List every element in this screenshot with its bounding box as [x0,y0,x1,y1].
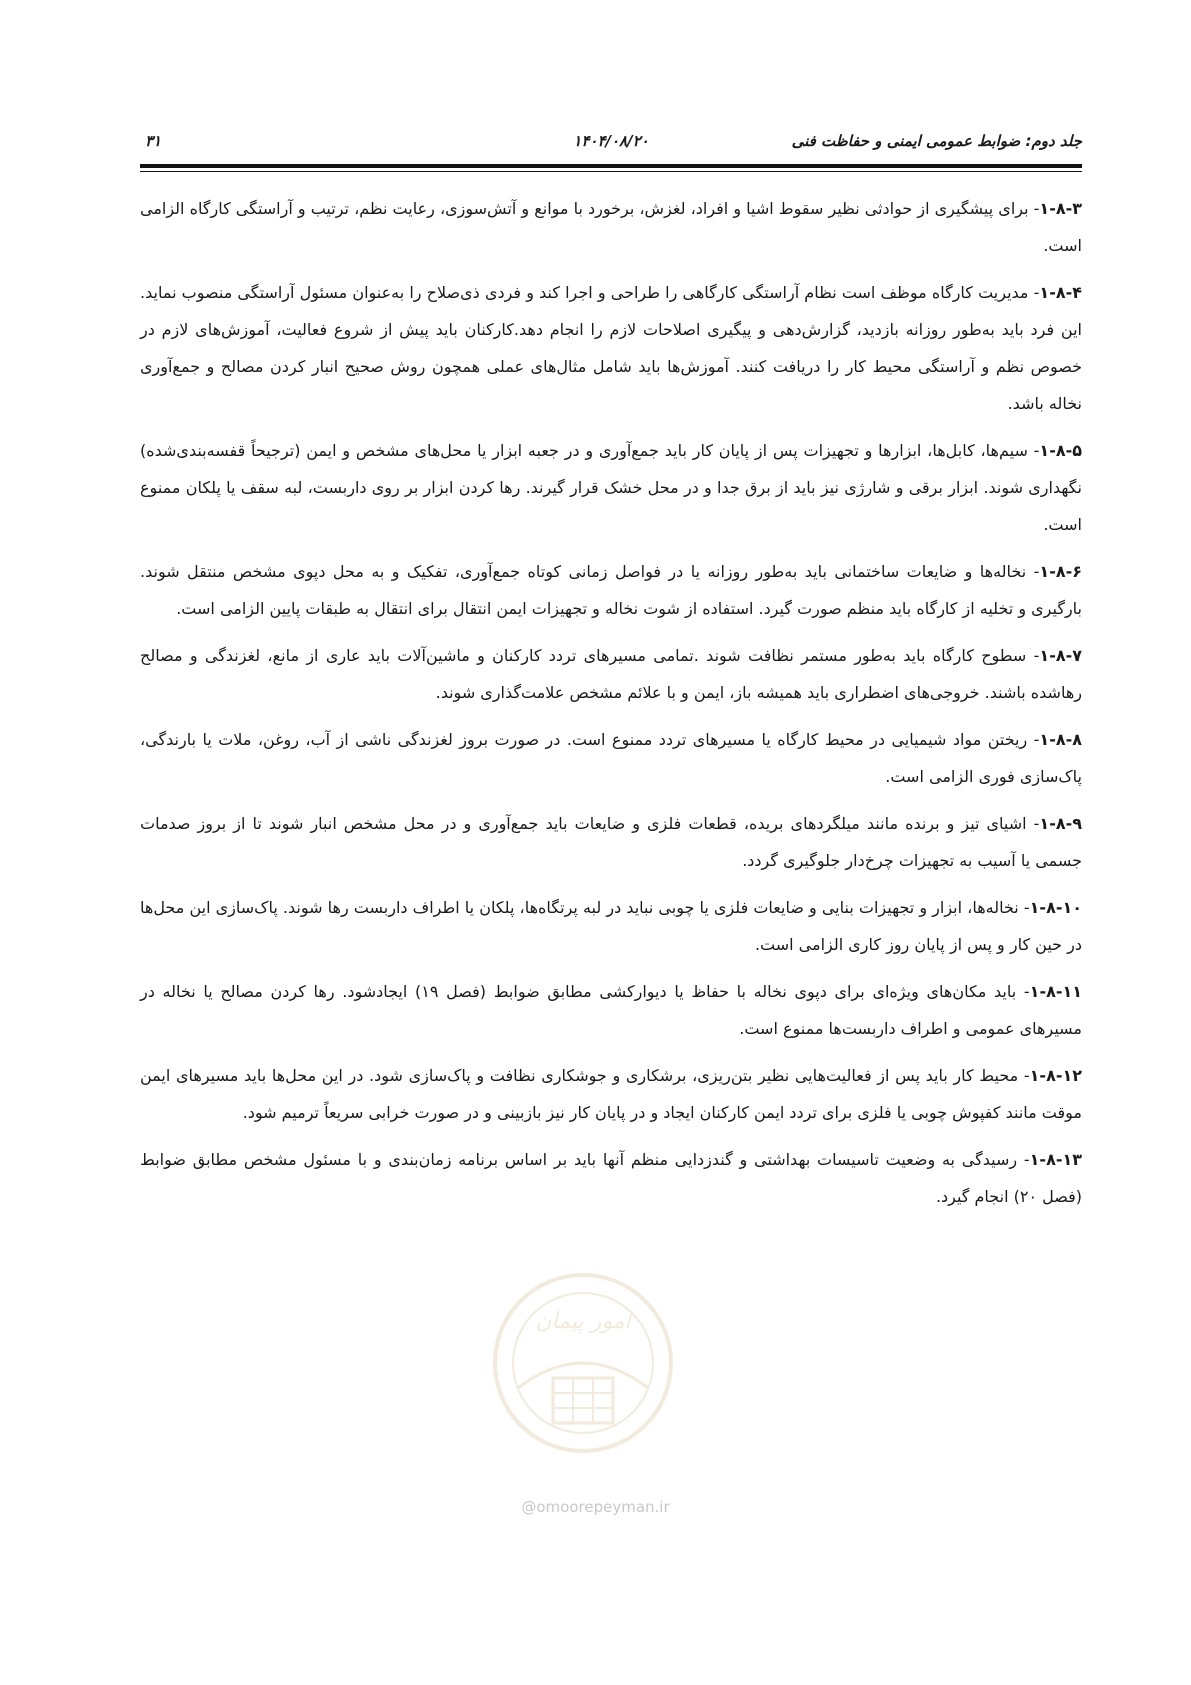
clause-text: - سطوح کارگاه باید به‌طور مستمر نظافت شوند .تمامی مسیرهای تردد کارکنان و ماشین‌آلات باید عاری از مانع، لغزندگی و مصالح رهاشده باشند. خروجی‌های اضطراری باید همیشه باز، ایمن و با علائم مشخص علامت‌گذاری شوند. [140,646,1082,702]
clause-text: - ریختن مواد شیمیایی در محیط کارگاه یا مسیرهای تردد ممنوع است. در صورت بروز لغزندگی ناشی از آب، روغن، ملات یا بارندگی، پاک‌سازی فوری الزامی است. [140,730,1082,786]
clause-text: - برای پیشگیری از حوادثی نظیر سقوط اشیا و افراد، لغزش، برخورد با موانع و آتش‌سوزی، رعایت نظم، ترتیب و آراستگی کارگاه الزامی است. [140,199,1082,255]
clause-1-8-6 [140,553,1082,627]
clause-1-8-9 [140,805,1082,879]
clause-text: - سیم‌ها، کابل‌ها، ابزارها و تجهیزات پس از پایان کار باید جمع‌آوری و در جعبه ابزار یا محل‌های مشخص و ایمن (ترجیحاً قفسه‌بندی‌شده) نگهداری شوند. ابزار برقی و شارژی نیز باید از برق جدا و در محل خشک قرار گیرند. رها کردن ابزار بر روی داربست، لبه سقف یا پلکان ممنوع است. [140,441,1082,534]
clause-text: - مدیریت کارگاه موظف است نظام آراستگی کارگاهی را طراحی و اجرا کند و فردی ذی‌صلاح را به‌عنوان مسئول آراستگی منصوب نماید. این فرد باید به‌طور روزانه بازدید، گزارش‌دهی و پیگیری اصلاحات لازم را انجام دهد.کارکنان باید پیش از شروع فعالیت، آموزش‌های لازم در خصوص نظم و آراستگی محیط کار را دریافت کنند. آموزش‌ها باید شامل مثال‌های عملی همچون روش صحیح انبار کردن مصالح و جمع‌آوری نخاله باشد. [140,283,1082,413]
clause-text: - اشیای تیز و برنده مانند میلگردهای بریده، قطعات فلزی و ضایعات باید جمع‌آوری و در محل مشخص انبار شوند تا از بروز صدمات جسمی یا آسیب به تجهیزات چرخ‌دار جلوگیری گردد. [140,814,1082,870]
clause-number: ۱-۸-۷ [1039,646,1082,665]
clause-1-8-13 [140,1141,1082,1215]
clause-number: ۱-۸-۸ [1039,730,1082,749]
clause-number: ۱-۸-۴ [1039,283,1082,302]
watermark-url: @omoorepeyman.ir [521,1498,670,1516]
clause-text: - نخاله‌ها، ابزار و تجهیزات بنایی و ضایعات فلزی یا چوبی نباید در لبه پرتگاه‌ها، پلکان یا اطراف داربست رها شوند. پاک‌سازی این محل‌ها در حین کار و پس از پایان روز کاری الزامی است. [140,898,1082,954]
header-rule-thick [140,164,1082,168]
clause-number: ۱-۸-۱۰ [1029,898,1082,917]
clause-text: - باید مکان‌های ویژه‌ای برای دپوی نخاله با حفاظ یا دیوارکشی مطابق ضوابط (فصل ۱۹) ایجادشود. رها کردن مصالح یا نخاله در مسیرهای عمومی و اطراف داربست‌ها ممنوع است. [140,982,1082,1038]
page-header [140,128,1082,158]
clause-text: - محیط کار باید پس از فعالیت‌هایی نظیر بتن‌ریزی، برشکاری و جوشکاری نظافت و پاک‌سازی شود. در این محل‌ها باید مسیرهای ایمن موقت مانند کفپوش چوبی یا فلزی برای تردد ایمن کارکنان ایجاد و در پایان کار نیز بازبینی و در صورت خرابی سریعاً ترمیم شود. [140,1066,1082,1122]
clause-1-8-3 [140,190,1082,264]
clause-1-8-11 [140,973,1082,1047]
clause-1-8-10 [140,889,1082,963]
clause-1-8-7 [140,637,1082,711]
body-text [140,190,1082,1225]
clause-1-8-4 [140,274,1082,422]
clause-1-8-5 [140,432,1082,543]
clause-1-8-8 [140,721,1082,795]
clause-1-8-12 [140,1057,1082,1131]
clause-number: ۱-۸-۱۲ [1029,1066,1082,1085]
watermark-logo-text: امور پیمان [535,1309,631,1334]
clause-text: - رسیدگی به وضعیت تاسیسات بهداشتی و گندزدایی منظم آنها باید بر اساس برنامه زمان‌بندی و با مسئول مشخص مطابق ضوابط (فصل ۲۰) انجام گیرد. [140,1150,1082,1206]
clause-number: ۱-۸-۱۱ [1029,982,1083,1001]
clause-number: ۱-۸-۳ [1039,199,1082,218]
header-title: جلد دوم: ضوابط عمومی ایمنی و حفاظت فنی [791,132,1082,150]
page-number: ۳۱ [145,132,162,150]
clause-text: - نخاله‌ها و ضایعات ساختمانی باید به‌طور روزانه یا در فواصل زمانی کوتاه جمع‌آوری، تفکیک و به محل دپوی مشخص منتقل شوند. بارگیری و تخلیه از کارگاه باید منظم صورت گیرد. استفاده از شوت نخاله و تجهیزات ایمن انتقال برای انتقال به طبقات پایین الزامی است. [140,562,1082,618]
clause-number: ۱-۸-۶ [1039,562,1082,581]
clause-number: ۱-۸-۵ [1039,441,1082,460]
clause-number: ۱-۸-۱۳ [1029,1150,1082,1169]
header-date: ۱۴۰۴/۰۸/۲۰ [573,132,649,150]
header-rule-thin [140,171,1082,172]
clause-number: ۱-۸-۹ [1039,814,1082,833]
watermark-logo [488,1268,678,1458]
